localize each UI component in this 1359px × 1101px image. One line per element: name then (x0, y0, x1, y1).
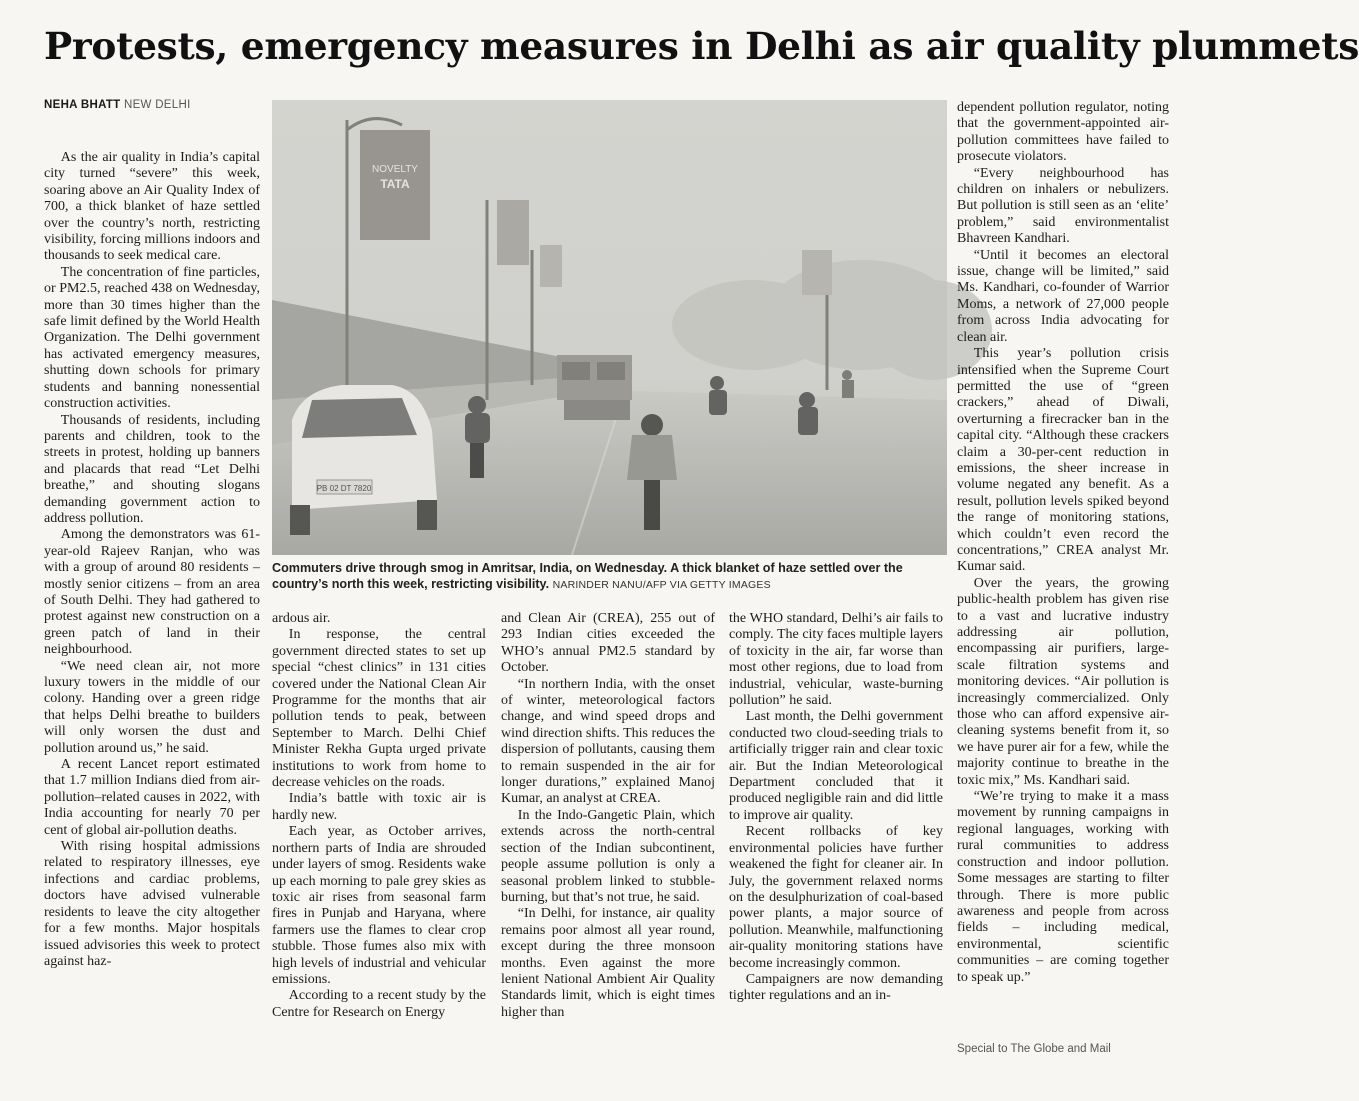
col1-paragraph: As the air quality in India’s capital city turned “severe” this week, soaring above an Air Quality Index of 700, a thick blanket of haze settled over the country’s north, restricting visibility, forcing millions indoors and thousands to seek medical care. (44, 150, 260, 264)
caption-text: Commuters drive through smog in Amritsar, India, on Wednesday. A thick blanket of haze settled over the country’s north this week, restricting visibility. (272, 561, 903, 591)
col2-paragraph: In response, the central government directed states to set up special “chest clinics” in 131 cities covered under the National Clean Air Programme for the months that air pollution tends to peak, between September to March. Delhi Chief Minister Rekha Gupta urged private institutions to work from home to decrease vehicles on the roads. (272, 627, 486, 791)
col1-paragraph: A recent Lancet report estimated that 1.7 million Indians died from air-pollution–related causes in 2022, with India accounting for nearly 70 per cent of global air-pollution deaths. (44, 757, 260, 838)
col2-paragraph: Each year, as October arrives, northern parts of India are shrouded under layers of smog. Residents wake up each morning to pale grey skies as toxic air rises from seasonal farm fires in Punjab and Haryana, where farmers use the flames to clear crop stubble. Those fumes also mix with high levels of industrial and vehicular emissions. (272, 824, 486, 987)
col2-paragraph: ardous air. (272, 611, 331, 626)
col4-paragraph: Last month, the Delhi government conducted two cloud-seeding trials to artificially trigger rain and clear toxic air. But the Indian Meteorological Department concluded that it produced negligible rain and did little to improve air quality. (729, 709, 943, 823)
column-5 (957, 100, 1169, 986)
col1-paragraph: The concentration of fine particles, or PM2.5, reached 438 on Wednesday, more than 30 times higher than the safe limit defined by the World Health Organization. The Delhi government has activated emergency measures, shutting down schools for primary students and banning nonessential construction activities. (44, 264, 260, 412)
col3-paragraph: In the Indo-Gangetic Plain, which extends across the north-central section of the Indian subcontinent, people assume pollution is only a seasonal problem linked to stubble-burning, but that’s not true, he said. (501, 807, 715, 905)
col4-paragraph: the WHO standard, Delhi’s air fails to comply. The city faces multiple layers of toxicity in the air, far worse than most other regions, due to load from industrial, vehicular, waste-burning pollution” he said. (729, 611, 943, 709)
byline-author: NEHA BHATT (44, 99, 121, 111)
billboard-text: NOVELTY (372, 164, 418, 175)
column-3 (501, 611, 715, 1021)
col4-paragraph: Recent rollbacks of key environmental policies have further weakened the fight for cleaner air. In July, the government relaxed norms on the desulphurization of coal-based power plants, a major source of pollution. Meanwhile, malfunctioning air-quality monitoring stations have become increasingly common. (729, 824, 943, 971)
col5-paragraph: dependent pollution regulator, noting that the government-appointed air-pollution committees have failed to prosecute violators. (957, 100, 1169, 165)
column-2 (272, 611, 486, 1021)
license-plate: PB 02 DT 7820 (316, 484, 372, 493)
col1-paragraph: With rising hospital admissions related to respiratory illnesses, eye infections and cardiac problems, doctors have advised vulnerable residents to leave the city altogether for a few months. Major hospitals issued advisories this week to protect against haz- (44, 839, 260, 969)
news-photo (272, 100, 947, 555)
col3-paragraph: and Clean Air (CREA), 255 out of 293 Indian cities exceeded the WHO’s annual PM2.5 standard by October. (501, 611, 715, 676)
col4-paragraph: Campaigners are now demanding tighter regulations and an in- (729, 971, 943, 1004)
article-credit-line: Special to The Globe and Mail (957, 1043, 1111, 1055)
photo-credit: NARINDER NANU/AFP VIA GETTY IMAGES (552, 579, 771, 591)
col5-paragraph: “We’re trying to make it a mass movement by running campaigns in regional languages, working with rural communities to address construction and indoor pollution. Some messages are starting to filter through. There is more public awareness and people from across fields – including medical, environmental, scientific communities – are coming together to speak up.” (957, 789, 1169, 985)
byline (44, 99, 191, 111)
photo-caption (272, 560, 947, 593)
col2-paragraph: According to a recent study by the Centre for Research on Energy (272, 988, 486, 1020)
column-4 (729, 611, 943, 1005)
col3-paragraph: “In northern India, with the onset of winter, meteorological factors change, and wind speed drops and wind direction shifts. This reduces the dispersion of pollutants, causing them to remain suspended in the air for longer durations,” explained Manoj Kumar, an analyst at CREA. (501, 676, 715, 807)
col1-paragraph: Among the demonstrators was 61-year-old Rajeev Ranjan, who was with a group of around 80 residents – mostly senior citizens – from an area of South Delhi. They had gathered to protest against new construction on a green patch of land in their neighbourhood. (44, 527, 260, 658)
col2-paragraph: India’s battle with toxic air is hardly new. (272, 791, 486, 823)
col1-paragraph: Thousands of residents, including parents and children, took to the streets in protest, holding up banners and placards that read “Let Delhi breathe,” and shouting slogans demanding government action to address pollution. (44, 412, 260, 526)
col5-paragraph: This year’s pollution crisis intensified when the Supreme Court permitted the use of “green crackers,” ahead of Diwali, overturning a firecracker ban in the capital city. “Although these crackers claim a 30-per-cent reduction in emissions, the sheer increase in volume negated any benefit. As a result, pollution levels spiked beyond the range of monitoring stations, which couldn’t even record the concentrations,” CREA analyst Mr. Kumar said. (957, 346, 1169, 575)
billboard-text: TATA (380, 177, 410, 191)
col5-paragraph: Over the years, the growing public-health problem has given rise to a vast and lucrative industry addressing air pollution, encompassing air purifiers, large-scale filtration systems and monitoring devices. “Air pollution is increasingly commercialized. Only those who can afford expensive air-cleaning systems benefit from it, so we have purer air for a few, while the majority continue to breathe in the toxic mix,” Ms. Kandhari said. (957, 575, 1169, 788)
col5-paragraph: “Until it becomes an electoral issue, change will be limited,” said Ms. Kandhari, co-founder of Warrior Moms, a network of 27,000 people from across India advocating for clean air. (957, 247, 1169, 345)
byline-location: NEW DELHI (123, 99, 191, 111)
col1-paragraph: “We need clean air, not more luxury towers in the middle of our colony. Handing over a green ridge that helps Delhi breathe to builders will only worsen the dust and pollution around us,” he said. (44, 658, 260, 756)
col5-paragraph: “Every neighbourhood has children on inhalers or nebulizers. But pollution is still seen as an ‘elite’ problem,” said environmentalist Bhavreen Kandhari. (957, 165, 1169, 247)
col3-paragraph: “In Delhi, for instance, air quality remains poor almost all year round, except during the three monsoon months. Even against the more lenient National Ambient Air Quality Standards limit, which is eight times higher than (501, 906, 715, 1020)
column-1 (44, 150, 260, 970)
headline: Protests, emergency measures in Delhi as air quality plummets (44, 24, 1359, 68)
smog-street-photo (272, 100, 947, 555)
